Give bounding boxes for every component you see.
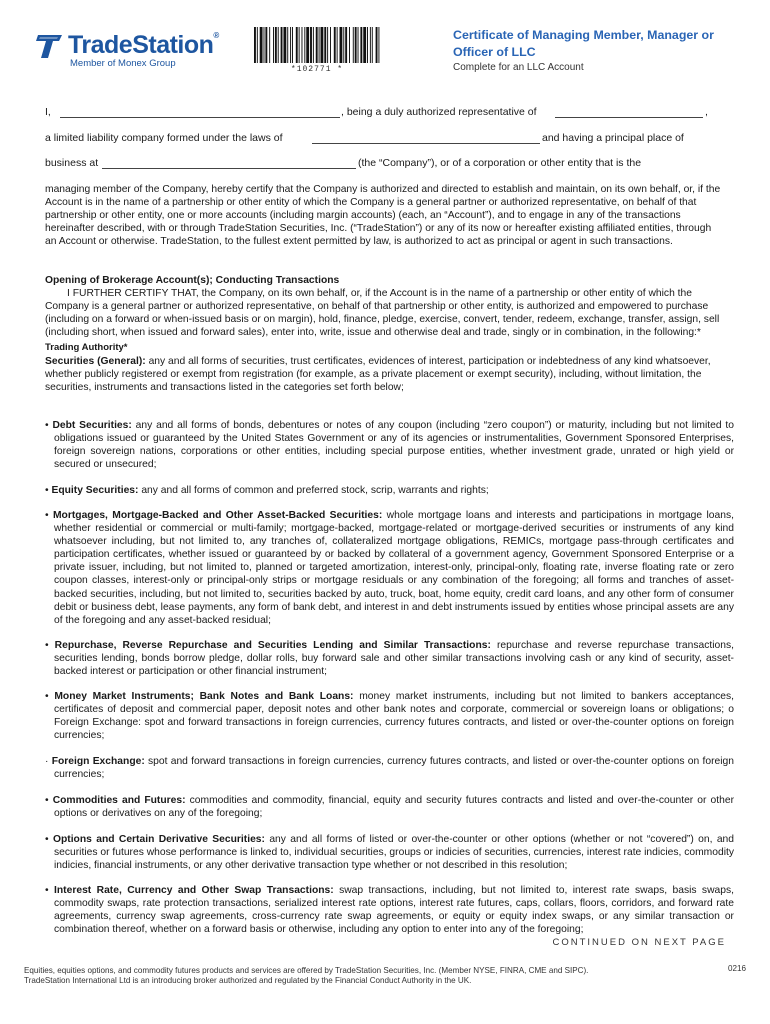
tradestation-logo-icon [36, 32, 64, 60]
barcode-bar [378, 27, 379, 63]
intro-paragraph: managing member of the Company, hereby certify that the Company is authorized and directed to establish and maintain, on its own behalf, or, if the Account is in the name of a partnership or other entity of which the Company is a general partner or authorized representative, on behalf of that partnership or other entity, one or more accounts (including margin accounts) (each, an “Account”), and to engage in any of the transactions hereinafter described, with or through TradeStation Securities, Inc. (“TradeStation”) or any of its now or hereafter existing affiliated entities, through an Account or otherwise. TradeStation, to the fullest extent permitted by law, is authorized to act as principal or agent in such transactions. [45, 184, 721, 248]
barcode-bar [360, 27, 362, 63]
securities-general [45, 355, 725, 394]
item-bullet: • [45, 795, 49, 806]
barcode-bar [330, 27, 331, 63]
item-bullet: · [45, 756, 49, 767]
barcode-bar [316, 27, 318, 63]
state-of-formation-field[interactable] [312, 143, 540, 144]
barcode-bar [260, 27, 263, 63]
item-label: Interest Rate, Currency and Other Swap Transactions: [54, 885, 334, 896]
barcode-bar [355, 27, 357, 63]
barcode-bar [264, 27, 265, 63]
barcode-bar [290, 27, 291, 63]
opening-text: I FURTHER CERTIFY THAT, the Company, on its own behalf, or, if the Account is in the name of a partnership or other entity of which the Company is a general partner or authorized representative, on behalf of that partnership or other entity, is authorized and empowered to purchase (including on a forward or when-issued basis or on margin), hold, finance, pledge, exercise, convert, tender, redeem, exchange, transfer, assign, sell (including short, when issued and forward sales), enter into, write, issue and otherwise deal and trade, singly or in combination, in the following:* [45, 288, 720, 339]
item-bullet: • [45, 420, 49, 431]
registered-mark: ® [213, 31, 219, 40]
list-item [45, 509, 734, 627]
barcode-bar [340, 27, 343, 63]
opening-section [45, 274, 725, 394]
barcode-bar [310, 27, 312, 63]
barcode-bar [296, 27, 298, 63]
item-label: Equity Securities: [51, 485, 139, 496]
item-bullet: • [45, 691, 49, 702]
barcode-bar [265, 27, 267, 63]
trading-authority-heading: Trading Authority* [45, 342, 128, 354]
opening-heading: Opening of Brokerage Account(s); Conducting Transactions [45, 275, 340, 286]
barcode-bar [299, 27, 300, 63]
representative-name-field[interactable] [60, 117, 340, 118]
business-address-field[interactable] [102, 168, 356, 169]
item-bullet: • [45, 885, 49, 896]
item-label: Repurchase, Reverse Repurchase and Securities Lending and Similar Transactions: [54, 640, 491, 651]
barcode-bar [367, 27, 368, 63]
item-text: repurchase and reverse repurchase transactions, securities lending, bonds borrow pledge, dollar rolls, buy forward sale and other similar transactions involving cash or any kind of security, asset-backed interest or participation or other financial instrument; [54, 640, 734, 678]
list-item [45, 639, 734, 678]
barcode-bar [324, 27, 326, 63]
item-text: any and all forms of common and preferred stock, scrip, warrants and rights; [138, 485, 489, 496]
item-text: whole mortgage loans and interests and participations in mortgage loans, whether residential or commercial or multi-family; mortgage-backed, mortgage-related or mortgage-derived securities or instruments of any kind whatsoever including, but not limited to, any tranches of, collateralized mortgage obligations, REMICs, mortgage pass-through certificates and participation certificates, whether issued or guaranteed by or backed by collateral of a government agency, Government Sponsored Enterprise or a private issuer, including, but not limited to, planned or targeted amortization, interest-only, principal-only, floating rate, inverse floating rate or zero coupon classes, interest-only or principal-only strips or mortgage residuals or any combination of the foregoing; all forms and tranches of asset-backed securities, including, but not limited to, securities backed by auto, truck, boat, home equity, credit card loans, and any other form of consumer debit or business debt, lease payments, any form of bank debt, and interest in and debt instruments issued by entities whose principal assets are any of the foregoing and any asset-backed residual; [54, 510, 734, 626]
list-item [45, 755, 734, 781]
list-item [45, 690, 734, 742]
barcode-bar [349, 27, 350, 63]
item-bullet: • [45, 510, 49, 521]
barcode-bar [363, 27, 366, 63]
barcode-bar [273, 27, 274, 63]
barcode-bar [269, 27, 270, 63]
barcode-bar [337, 27, 338, 63]
continued-label: CONTINUED ON NEXT PAGE [552, 937, 726, 948]
barcode-bar [321, 27, 324, 63]
fill-line3-prefix: business at [45, 157, 99, 169]
barcode-bar [327, 27, 328, 63]
list-item [45, 833, 734, 872]
barcode-bar [304, 27, 305, 63]
item-text: spot and forward transactions in foreign currencies, currency futures contracts, and listed or over-the-counter options on foreign currencies; [54, 756, 734, 781]
list-item [45, 419, 734, 471]
item-label: Foreign Exchange: [51, 756, 145, 767]
barcode-bar [254, 27, 256, 63]
fill-line2-prefix: a limited liability company formed under the laws of [45, 132, 283, 144]
list-item [45, 794, 734, 820]
item-text: swap transactions, including, but not limited to, interest rate swaps, basis swaps, commodity swaps, rate protection transactions, serialized interest rate options, interest rate futures, caps, collars, floors, corridors, and forward rate agreements, currency swap agreements, cross-currency rate swap agreements, or equity or equity index swaps, or any similar transaction or combination thereof, whether on a forward basis or otherwise, including any option to enter into any of the foregoing; [54, 885, 734, 936]
barcode-bar [313, 27, 314, 63]
tradestation-logo [36, 30, 236, 70]
item-text: money market instruments, including but not limited to bankers acceptances, certificates of deposit and commercial paper, deposit notes and other bank notes and corporate, commercial or sovereign loans or obligations; o Foreign Exchange: spot and forward transactions in foreign currencies, currency futures contracts, and listed or over-the-counter options on foreign currencies; [54, 691, 734, 742]
barcode-bar [278, 27, 279, 63]
item-text: any and all forms of listed or over-the-counter or other options (whether or not “covered”) on, and securities or futures whose performance is linked to, individual securities, groups or indicies of securities, currencies, interest rate indicies, commodity indicies, financial instruments, or any other derivative transaction type whether or not described in this resolution; [54, 834, 734, 872]
list-item [45, 484, 734, 497]
barcode-bar [334, 27, 336, 63]
barcode-bar [345, 27, 347, 63]
form-code: 0216 [728, 964, 747, 973]
barcode-bar [257, 27, 258, 63]
barcode-bar [343, 27, 344, 63]
barcode-bar [319, 27, 320, 63]
barcode-bar [283, 27, 286, 63]
fill-line1-prefix: I, [45, 106, 51, 118]
item-label: Options and Certain Derivative Securities: [52, 834, 265, 845]
barcode-bar [281, 27, 283, 63]
item-label: Money Market Instruments; Bank Notes and Bank Loans: [54, 691, 354, 702]
barcode-bar [306, 27, 309, 63]
fill-line1-suffix: , [705, 106, 708, 118]
logo-name: TradeStation [68, 31, 214, 59]
barcode-bar [358, 27, 359, 63]
item-label: Debt Securities: [52, 420, 132, 431]
item-label: Mortgages, Mortgage-Backed and Other Asset-Backed Securities: [52, 510, 383, 521]
page-subtitle: Complete for an LLC Account [453, 62, 584, 73]
barcode-bar [370, 27, 371, 63]
barcode-bar [292, 27, 293, 63]
fill-line2-suffix: and having a principal place of [542, 132, 684, 144]
item-bullet: • [45, 640, 49, 651]
barcode-bar [275, 27, 277, 63]
list-item [45, 884, 734, 936]
barcode [252, 27, 382, 63]
page-title: Certificate of Managing Member, Manager or Officer of LLC [453, 28, 714, 59]
barcode-bar [376, 27, 378, 63]
fill-line1-middle: , being a duly authorized representative of [341, 106, 537, 118]
barcode-bar [302, 27, 303, 63]
securities-general-text: any and all forms of securities, trust certificates, evidences of interest, participation or indebtedness of any kind whatsoever, whether publicly registered or exempt from registration (for example, as a private placement or exempt security), including, without limitation, the securities, instruments and transactions listed in the categories set forth below; [45, 355, 711, 393]
securities-general-label: Securities (General): [45, 355, 146, 367]
item-bullet: • [45, 834, 49, 845]
fill-line3-suffix: (the “Company”), or of a corporation or other entity that is the [358, 157, 642, 169]
barcode-number: *102771 * [290, 65, 344, 74]
footer-disclaimer: Equities, equities options, and commodity futures products and services are offered by TradeStation Securities, Inc. (Member NYSE, FINRA, CME and SIPC). TradeStation International Ltd is an introducing broker authorized and regulated by the Financial Conduct Authority in the UK. [24, 966, 589, 985]
item-text: commodities and commodity, financial, equity and security futures contracts and listed and over-the-counter or other options or derivatives on any of the foregoing; [54, 795, 734, 820]
item-label: Commodities and Futures: [52, 795, 186, 806]
barcode-bar [353, 27, 354, 63]
item-bullet: • [45, 485, 49, 496]
item-text: any and all forms of bonds, debentures or notes of any coupon (including “zero coupon”) or maturity, including but not limited to obligations issued or guaranteed by the United States Government or any of its agencies or instrumentalities, Government Sponsored Enterprises, foreign sovereign nations, corporations or other entities, including special purpose entities, whether investment grade, unrated or high yield or secured or unsecured; [54, 420, 734, 471]
barcode-bar [372, 27, 373, 63]
company-name-field[interactable] [555, 117, 703, 118]
logo-tagline: Member of Monex Group [70, 58, 176, 69]
barcode-bar [287, 27, 288, 63]
